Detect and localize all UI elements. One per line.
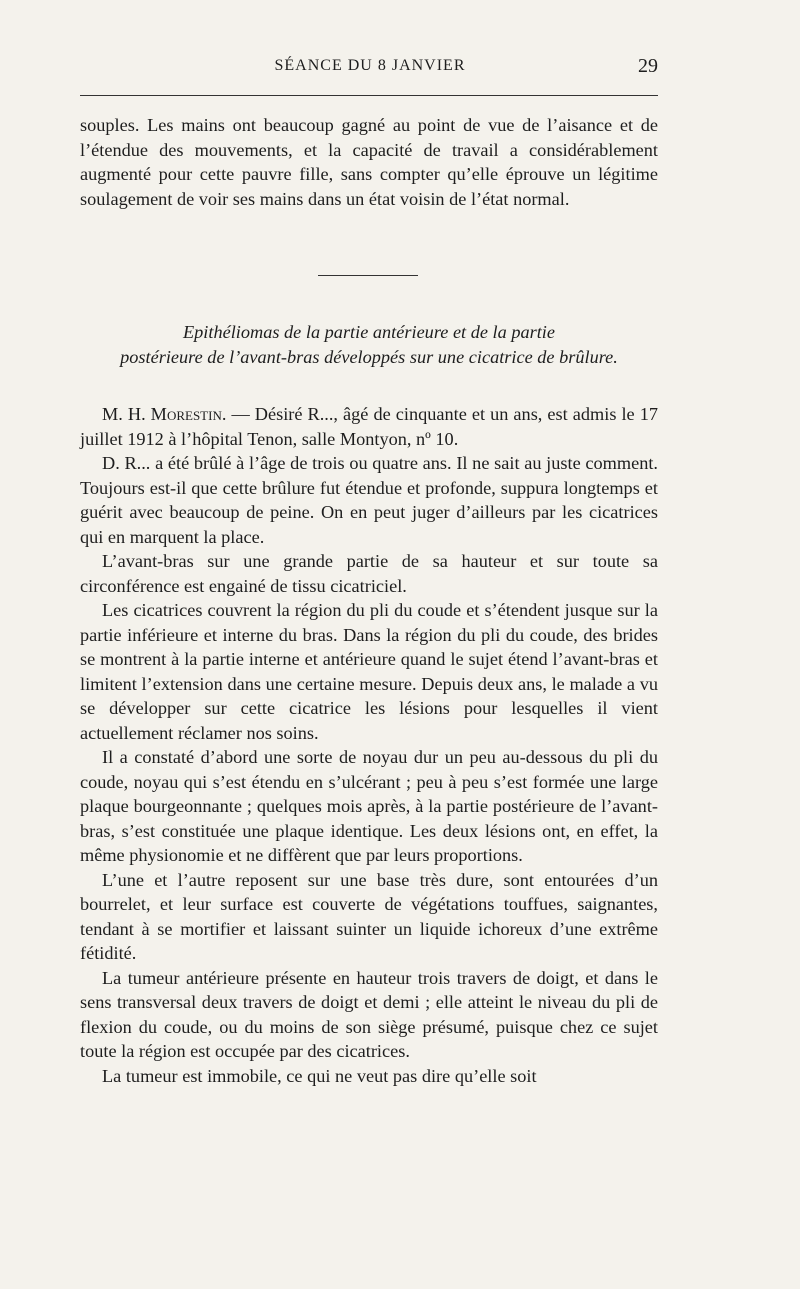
body-paragraph: L’une et l’autre reposent sur une base très dure, sont entourées d’un bourrelet, et leur surface est couverte de végétations touffues, saignantes, tendant à se mortifier et laissant suinter un liquide ichoreux d’une extrême fétidité.	[80, 869, 658, 963]
body-paragraph: Les cicatrices couvrent la région du pli du coude et s’étendent jusque sur la partie inférieure et interne du bras. Dans la région du pli du coude, des brides se montrent à la partie interne et antérieure quand le sujet étend l’avant-bras et limitent l’extension dans une certaine mesure. Depuis deux ans, le malade a vu se développer sur cette cicatrice les lésions pour lesquelles il vient actuellement réclamer nos soins.	[80, 600, 658, 743]
section-title-line-2: postérieure de l’avant-bras développés sur une cicatrice de brûlure.	[120, 346, 618, 367]
body-paragraph: La tumeur est immobile, ce qui ne veut pas dire qu’elle soit	[102, 1065, 537, 1086]
opening-paragraph: souples. Les mains ont beaucoup gagné au point de vue de l’aisance et de l’étendue des mouvements, et la capacité de travail a considérablement augmenté pour cette pauvre fille, sans compter qu’elle éprouve un légitime soulagement de voir ses mains dans un état voisin de l’état normal.	[80, 115, 658, 209]
body-paragraph: La tumeur antérieure présente en hauteur trois travers de doigt, et dans le sens transversal deux travers de doigt et demi ; elle atteint le niveau du pli de flexion du coude, ou du moins de son siège présumé, puisque chez ce sujet toute la région est occupée par des cicatrices.	[80, 967, 658, 1061]
section-body	[80, 402, 658, 1088]
page-number: 29	[638, 55, 658, 77]
section-title	[80, 320, 658, 369]
body-paragraph: L’avant-bras sur une grande partie de sa hauteur et sur toute sa circonférence est engainé de tissu cicatriciel.	[80, 551, 658, 596]
intro-paragraph	[80, 402, 658, 451]
header-rule	[80, 95, 658, 96]
page-header	[80, 55, 660, 85]
running-title: SÉANCE DU 8 JANVIER	[274, 57, 466, 74]
section-title-line-1: Epithéliomas de la partie antérieure et de la partie	[183, 322, 555, 342]
author-name: M. H. Morestin.	[102, 404, 227, 424]
intro-text: — Désiré R..., âgé de cinquante et un ans, est admis le 17 juillet 1912 à l’hôpital Tenon, salle Montyon, nº 10.	[80, 404, 658, 449]
opening-text	[80, 113, 658, 211]
section-divider	[318, 275, 418, 276]
body-paragraph: D. R... a été brûlé à l’âge de trois ou quatre ans. Il ne sait au juste comment. Toujours est-il que cette brûlure fut étendue et profonde, suppura longtemps et guérit avec beaucoup de peine. On en peut juger d’ailleurs par les cicatrices qui en marquent la place.	[80, 453, 658, 547]
body-paragraph: Il a constaté d’abord une sorte de noyau dur un peu au-dessous du pli du coude, noyau qui s’est étendu en s’ulcérant ; peu à peu s’est formée une large plaque bourgeonnante ; quelques mois après, à la partie postérieure de l’avant-bras, s’est constituée une plaque identique. Les deux lésions ont, en effet, la même physionomie et ne diffèrent que par leurs proportions.	[80, 747, 658, 865]
